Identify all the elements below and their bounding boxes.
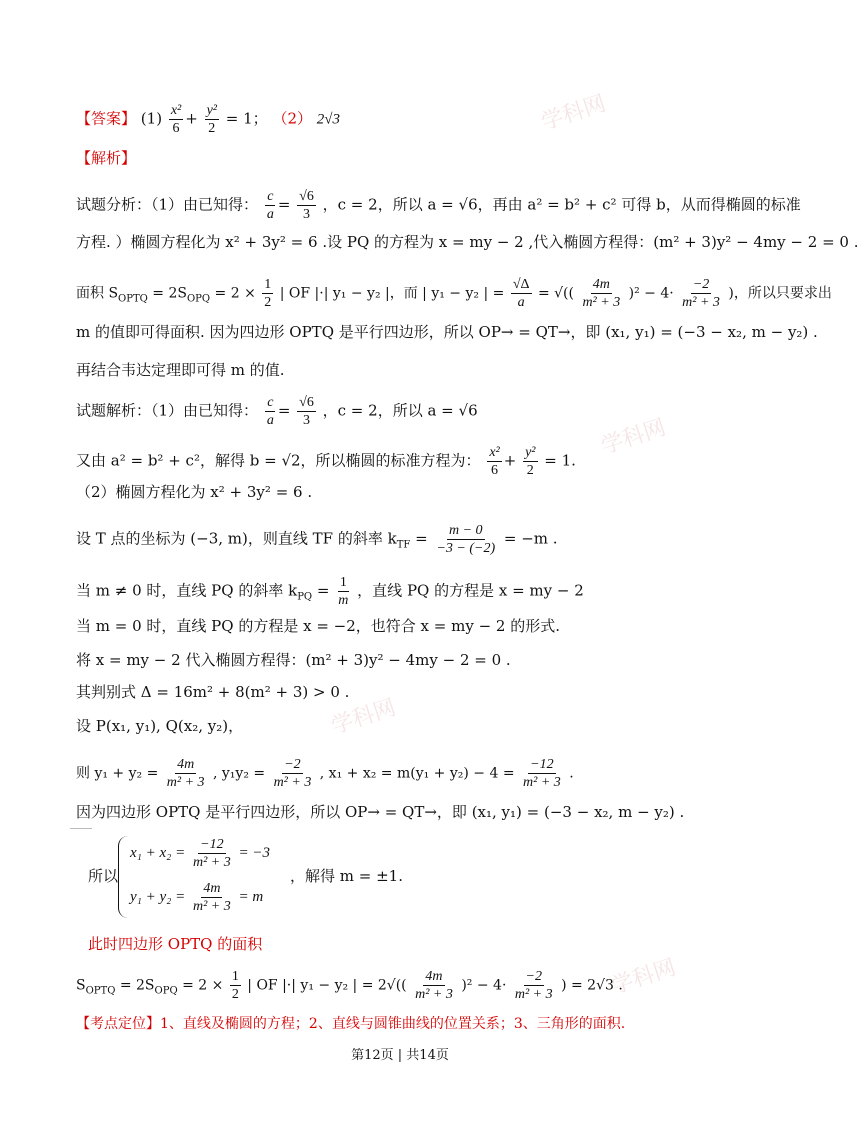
analysis-line-5: 再结合韦达定理即可得 m 的值. [76,361,285,379]
fraction: $\frac{√6}{3}$ [299,189,314,222]
solution-line-5: 当 m ≠ 0 时，直线 PQ 的斜率 $k_{PQ}$ = $\frac{1}{m}$ ，直线 PQ 的方程是 x = my − 2 [76,575,584,608]
system-row-2: y₁ + y₂ = $\frac{4m}{\text{m² + 3}}$ = m [130,881,264,914]
answer-line: 【答案】 (1) $\frac{\text{x²}}{6}$ + $\frac{\text{y²}}{2}$ = 1； （2） 2√3 [76,103,341,136]
watermark: 学科网 [328,695,399,740]
solution-line-10: 则 y₁ + y₂ = $\frac{4m}{\text{m² + 3}}$ , y₁y₂ = $\frac{-2}{\text{m² + 3}}$ , x₁ + x₂ = m(y₁ + y₂) − 4 = $\frac{-12}{\text{m² + 3}}$ . [76,757,574,790]
fraction: $\frac{-2}{\text{m² + 3}}$ [514,969,553,1002]
watermark: 学科网 [608,955,679,1000]
fraction: $\frac{1}{2}$ [264,277,272,310]
answer-part2-label: （2） [272,109,313,128]
fraction: $\frac{-12}{\text{m² + 3}}$ [523,757,561,790]
solution-line-3: （2）椭圆方程化为 x² + 3y² = 6 . [76,483,313,501]
solution-line-8: 其判别式 Δ = 16m² + 8(m² + 3) > 0 . [76,683,350,701]
analysis-line-3: 面积 $S_{OPTQ} = 2S_{OPQ} = 2$ × $\frac{1}{2}$ | OF |·| y₁ − y₂ |，而 | y₁ − y₂ | = $\frac{√\Delta}{a}$ = √(( $\frac{4m}{\text{m² + 3}}$ )² − 4· $\frac{-2}{\text{m² + 3}}$ )，所以只要求出 [76,277,832,310]
system-result: ，解得 m = ±1. [290,867,403,885]
key-point-line [76,1014,625,1034]
answer-part1-tail: = 1； [225,109,268,128]
fraction: $\frac{4m}{\text{m² + 3}}$ [193,881,231,914]
fraction: $\frac{-2}{\text{m² + 3}}$ [273,757,312,790]
fraction: $\frac{\text{x²}}{6}$ [170,103,182,136]
fraction: $\frac{4m}{\text{m² + 3}}$ [582,277,621,310]
text: 试题分析：（1）由已知得： [76,195,259,214]
text: ，c = 2，所以 a = √6，再由 a² = b² + c² 可得 b，从而得椭圆的标准 [322,195,801,214]
system-label: 所以 [88,867,119,885]
solution-line-11: 因为四边形 OPTQ 是平行四边形，所以 OP→ = QT→，即 (x₁, y₁) = (−3 − x₂, m − y₂) . [76,803,685,821]
fraction: $\frac{√\Delta}{a}$ [512,277,530,310]
fraction: $\frac{4m}{\text{m² + 3}}$ [415,969,453,1002]
system-row-1: x₁ + x₂ = $\frac{-12}{\text{m² + 3}}$ = −3 [130,837,271,870]
solution-line-1: 试题解析：（1）由已知得： $\frac{c}{a}$ = $\frac{√6}{3}$ ，c = 2，所以 a = √6 [76,395,478,428]
analysis-line-2: 方程. ）椭圆方程化为 x² + 3y² = 6 .设 PQ 的方程为 x = my − 2 ,代入椭圆方程得：(m² + 3)y² − 4my − 2 = 0 . [76,233,859,251]
key-point-tag: 【考点定位】 [76,1016,160,1032]
solution-line-6: 当 m = 0 时，直线 PQ 的方程是 x = −2，也符合 x = my − 2 的形式. [76,617,560,635]
solution-line-9: 设 P(x₁, y₁), Q(x₂, y₂)， [76,717,244,735]
fraction: $\frac{4m}{\text{m² + 3}}$ [166,757,205,790]
solution-line-4: 设 T 点的坐标为 (−3, m)，则直线 TF 的斜率 $k_{TF}$ = $\frac{m - 0}{-3 - (-2)}$ = −m . [76,523,558,556]
fraction: $\frac{c}{a}$ [266,189,274,222]
solution-line-12: 此时四边形 OPTQ 的面积 [88,935,263,953]
page-footer: 第12页 | 共14页 [351,1048,449,1063]
key-point-text: 1、直线及椭圆的方程；2、直线与圆锥曲线的位置关系；3、三角形的面积. [160,1016,626,1032]
fraction: $\frac{√6}{3}$ [299,395,314,428]
fraction: $\frac{c}{a}$ [266,395,274,428]
solution-line-7: 将 x = my − 2 代入椭圆方程得：(m² + 3)y² − 4my − 2 = 0 . [76,651,511,669]
watermark: 学科网 [598,415,669,460]
fraction: $\frac{1}{2}$ [231,969,239,1002]
analysis-tag: 【解析】 [76,149,137,167]
watermark: 学科网 [538,91,609,136]
fraction: $\frac{\text{y²}}{2}$ [206,103,218,136]
fraction: $\frac{\text{y²}}{2}$ [525,445,536,478]
divider [70,828,92,829]
fraction: $\frac{1}{m}$ [338,575,349,608]
solution-line-13: $S_{OPTQ} = 2S_{OPQ} = 2$ × $\frac{1}{2}$ | OF |·| y₁ − y₂ | = 2√(( $\frac{4m}{\text{m² + 3}}$ )² − 4· $\frac{-2}{\text{m² + 3}}$ ) = 2√3 . [76,969,623,1002]
analysis-line-1: 试题分析：（1）由已知得： $\frac{c}{a}$ = $\frac{√6}{3}$ ，c = 2，所以 a = √6，再由 a² = b² + c² 可得 b，从而得椭圆的标准 [76,189,801,222]
answer-tag: 【答案】 [76,109,137,128]
fraction: $\frac{-12}{\text{m² + 3}}$ [193,837,231,870]
solution-line-2: 又由 a² = b² + c²，解得 b = √2，所以椭圆的标准方程为： $\frac{\text{x²}}{6}$ + $\frac{\text{y²}}{2}$ = 1. [76,445,576,478]
analysis-line-4: m 的值即可得面积. 因为四边形 OPTQ 是平行四边形，所以 OP→ = QT→，即 (x₁, y₁) = (−3 − x₂, m − y₂) . [76,323,818,341]
fraction: $\frac{\text{x²}}{6}$ [489,445,500,478]
answer-part1-label: (1) [140,109,163,128]
fraction: $\frac{-2}{\text{m² + 3}}$ [682,277,720,310]
fraction: $\frac{m - 0}{-3 - (-2)}$ [436,523,496,556]
answer-part2-value: 2√3 [316,111,341,128]
